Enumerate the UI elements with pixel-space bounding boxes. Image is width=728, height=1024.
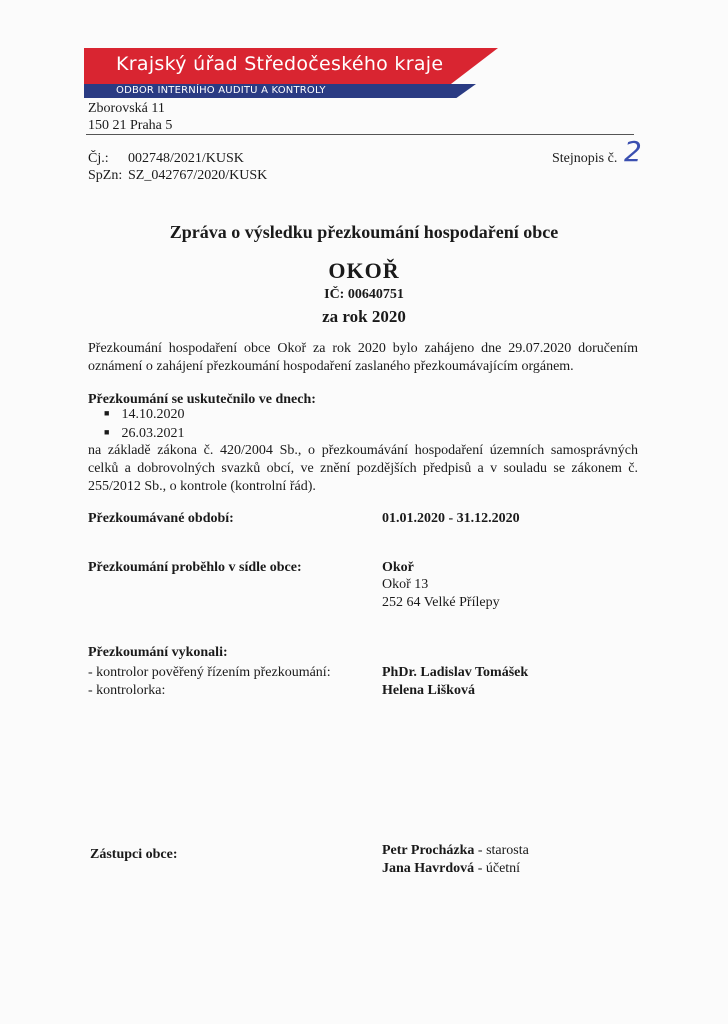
controller-name: PhDr. Ladislav Tomášek: [382, 665, 529, 680]
controller-role: - kontrolor pověřený řízením přezkoumání:: [88, 665, 331, 680]
legal-basis: na základě zákona č. 420/2004 Sb., o přezkoumávání hospodaření územních samosprávných celků a dobrovolných svazků obcí, ve znění pozdějších předpisů a v souladu se zákonem č. 255/2012 Sb., o kontrole (kontrolní řád).: [88, 443, 638, 494]
cj-value: 002748/2021/KUSK: [128, 151, 244, 166]
representative-name: Jana Havrdová: [382, 861, 475, 876]
representative-row: [382, 860, 520, 878]
dates-heading: Přezkoumání se uskutečnilo ve dnech:: [88, 392, 316, 407]
spzn-value: SZ_042767/2020/KUSK: [128, 168, 268, 183]
representative-name: Petr Procházka: [382, 843, 475, 858]
cj-label: Čj.:: [88, 151, 109, 166]
copy-number: 2: [624, 135, 642, 168]
period-value: 01.01.2020 - 31.12.2020: [382, 511, 520, 526]
ic-number: IČ: 00640751: [324, 287, 404, 302]
representative-role: - starosta: [474, 843, 529, 858]
municipality-name: OKOŘ: [328, 258, 400, 283]
copy-label: Stejnopis č.: [552, 151, 618, 166]
spzn-label: SpZn:: [88, 168, 123, 183]
bullet-icon: ■: [104, 408, 110, 418]
location-name: Okoř: [382, 560, 414, 575]
location-street: Okoř 13: [382, 577, 429, 592]
period-label: Přezkoumávané období:: [88, 511, 234, 526]
header-divider: [86, 134, 634, 135]
location-city: 252 64 Velké Přílepy: [382, 595, 500, 610]
representatives-label: Zástupci obce:: [90, 847, 178, 862]
representative-row: [382, 842, 529, 860]
address-line2: 150 21 Praha 5: [88, 118, 173, 133]
date-item: ■ 26.03.2021: [104, 426, 185, 441]
department-name: ODBOR INTERNÍHO AUDITU A KONTROLY: [116, 85, 326, 96]
representative-role: - účetní: [474, 861, 521, 876]
report-title: Zpráva o výsledku přezkoumání hospodaření obce: [169, 222, 559, 242]
date-item: ■ 14.10.2020: [104, 407, 185, 422]
location-label: Přezkoumání proběhlo v sídle obce:: [88, 560, 302, 575]
intro-paragraph: Přezkoumání hospodaření obce Okoř za rok 2020 bylo zahájeno dne 29.07.2020 doručením oznámení o zahájení přezkoumání hospodaření zaslaného přezkoumávajícím orgánem.: [88, 341, 638, 374]
controller-role: - kontrolorka:: [88, 683, 166, 698]
report-year: za rok 2020: [322, 307, 406, 326]
performed-label: Přezkoumání vykonali:: [88, 645, 228, 660]
bullet-icon: ■: [104, 427, 110, 437]
controller-name: Helena Lišková: [382, 683, 475, 698]
org-name: Krajský úřad Středočeského kraje: [116, 53, 444, 75]
address-line1: Zborovská 11: [88, 101, 165, 116]
